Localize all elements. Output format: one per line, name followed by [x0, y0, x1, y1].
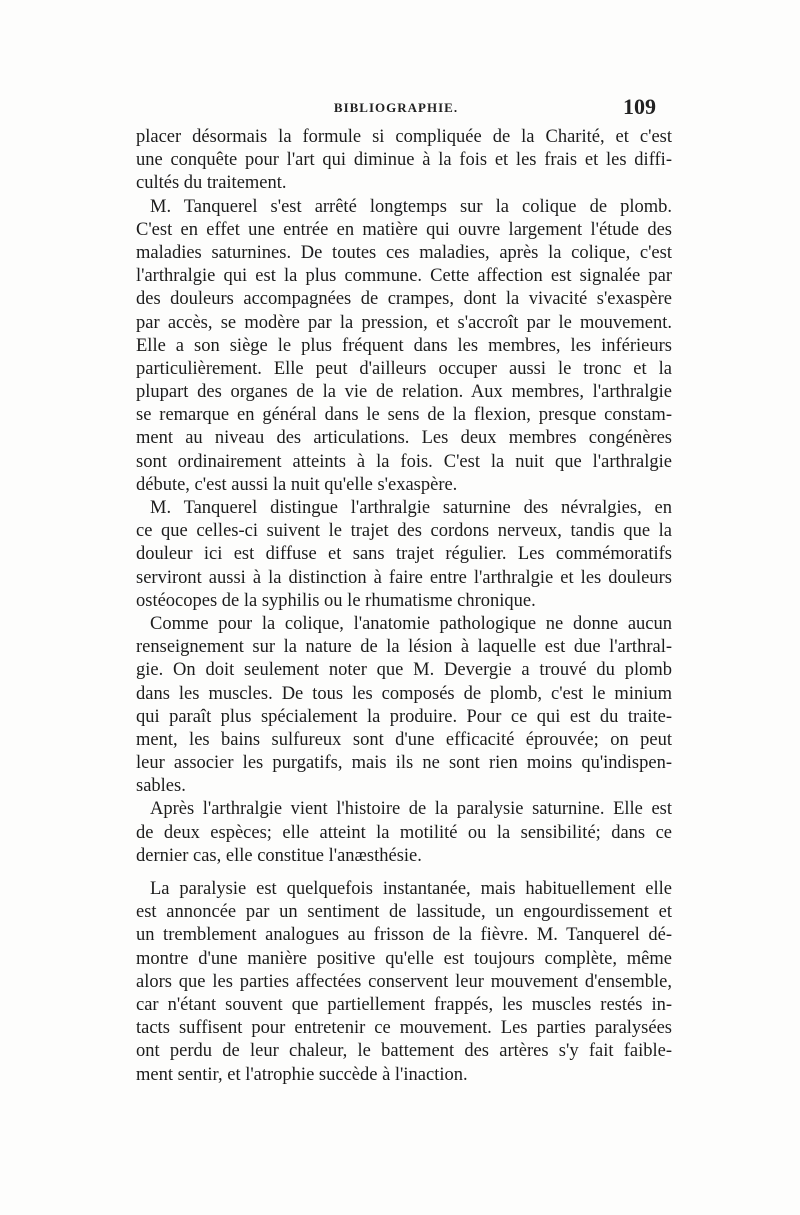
text-line: Elle a son siège le plus fréquent dans les membres, les inférieurs: [136, 335, 672, 356]
text-line: La paralysie est quelquefois instantanée, mais habituellement elle: [150, 879, 672, 899]
text-line: est annoncée par un sentiment de lassitude, un engourdissement et: [136, 902, 672, 923]
running-head: [136, 94, 656, 124]
paragraph: [136, 613, 672, 799]
text-line: sables.: [136, 776, 186, 797]
text-line: une conquête pour l'art qui diminue à la fois et les frais et les diffi-: [136, 150, 672, 171]
text-line: un tremblement analogues au frisson de la fièvre. M. Tanquerel dé-: [136, 925, 672, 946]
paragraph-gap: [136, 868, 672, 878]
text-line: cultés du traitement.: [136, 173, 287, 194]
text-line: plupart des organes de la vie de relation. Aux membres, l'arthralgie: [136, 382, 672, 403]
text-line: des douleurs accompagnées de crampes, dont la vivacité s'exaspère: [136, 289, 672, 310]
text-line: douleur ici est diffuse et sans trajet régulier. Les commémoratifs: [136, 544, 672, 565]
text-line: dernier cas, elle constitue l'anæsthésie.: [136, 845, 422, 866]
paragraph: [136, 497, 672, 613]
text-line: ostéocopes de la syphilis ou le rhumatisme chronique.: [136, 590, 536, 611]
text-line: ment sentir, et l'atrophie succède à l'inaction.: [136, 1064, 468, 1085]
text-line: de deux espèces; elle atteint la motilité ou la sensibilité; dans ce: [136, 822, 672, 843]
running-title: BIBLIOGRAPHIE.: [333, 100, 459, 115]
text-line: ce que celles-ci suivent le trajet des cordons nerveux, tandis que la: [136, 521, 672, 542]
text-line: qui paraît plus spécialement la produire. Pour ce qui est du traite-: [136, 706, 672, 727]
text-line: renseignement sur la nature de la lésion à laquelle est due l'arthral-: [136, 637, 672, 658]
text-line: car n'étant souvent que partiellement frappés, les muscles restés in-: [136, 994, 672, 1015]
paragraph: [136, 126, 672, 196]
text-line: M. Tanquerel s'est arrêté longtemps sur la colique de plomb.: [150, 196, 672, 217]
text-line: Après l'arthralgie vient l'histoire de la paralysie saturnine. Elle est: [150, 799, 672, 820]
text-line: maladies saturnines. De toutes ces maladies, après la colique, c'est: [136, 242, 672, 263]
text-line: sont ordinairement atteints à la fois. C'est la nuit que l'arthralgie: [136, 451, 672, 472]
text-line: M. Tanquerel distingue l'arthralgie saturnine des névralgies, en: [150, 498, 672, 518]
text-line: tacts suffisent pour entretenir ce mouvement. Les parties paralysées: [136, 1018, 672, 1039]
text-line: montre d'une manière positive qu'elle est toujours complète, même: [136, 948, 672, 969]
text-line: particulièrement. Elle peut d'ailleurs occuper aussi le tronc et la: [136, 358, 672, 379]
text-line: leur associer les purgatifs, mais ils ne sont rien moins qu'indispen-: [136, 753, 672, 774]
body-text: [136, 126, 672, 1087]
paragraph: [136, 196, 672, 497]
text-line: ment au niveau des articulations. Les deux membres congénères: [136, 428, 672, 449]
text-line: gie. On doit seulement noter que M. Devergie a trouvé du plomb: [136, 660, 672, 681]
text-line: alors que les parties affectées conservent leur mouvement d'ensemble,: [136, 971, 672, 992]
text-line: serviront aussi à la distinction à faire entre l'arthralgie et les douleurs: [136, 567, 672, 588]
text-line: dans les muscles. De tous les composés de plomb, c'est le minium: [136, 683, 672, 704]
paragraph: [136, 798, 672, 868]
text-line: C'est en effet une entrée en matière qui ouvre largement l'étude des: [136, 219, 672, 240]
text-line: par accès, se modère par la pression, et s'accroît par le mouvement.: [136, 312, 672, 333]
text-line: ment, les bains sulfureux sont d'une efficacité éprouvée; on peut: [136, 729, 672, 750]
text-line: placer désormais la formule si compliquée de la Charité, et c'est: [136, 127, 672, 147]
text-line: ont perdu de leur chaleur, le battement des artères s'y fait faible-: [136, 1041, 672, 1062]
paragraph: [136, 878, 672, 1087]
text-line: débute, c'est aussi la nuit qu'elle s'exaspère.: [136, 474, 458, 495]
page-number: 109: [623, 94, 656, 119]
text-line: l'arthralgie qui est la plus commune. Cette affection est signalée par: [136, 266, 672, 287]
text-line: se remarque en général dans le sens de la flexion, presque constam-: [136, 405, 672, 426]
text-line: Comme pour la colique, l'anatomie pathologique ne donne aucun: [150, 613, 672, 634]
